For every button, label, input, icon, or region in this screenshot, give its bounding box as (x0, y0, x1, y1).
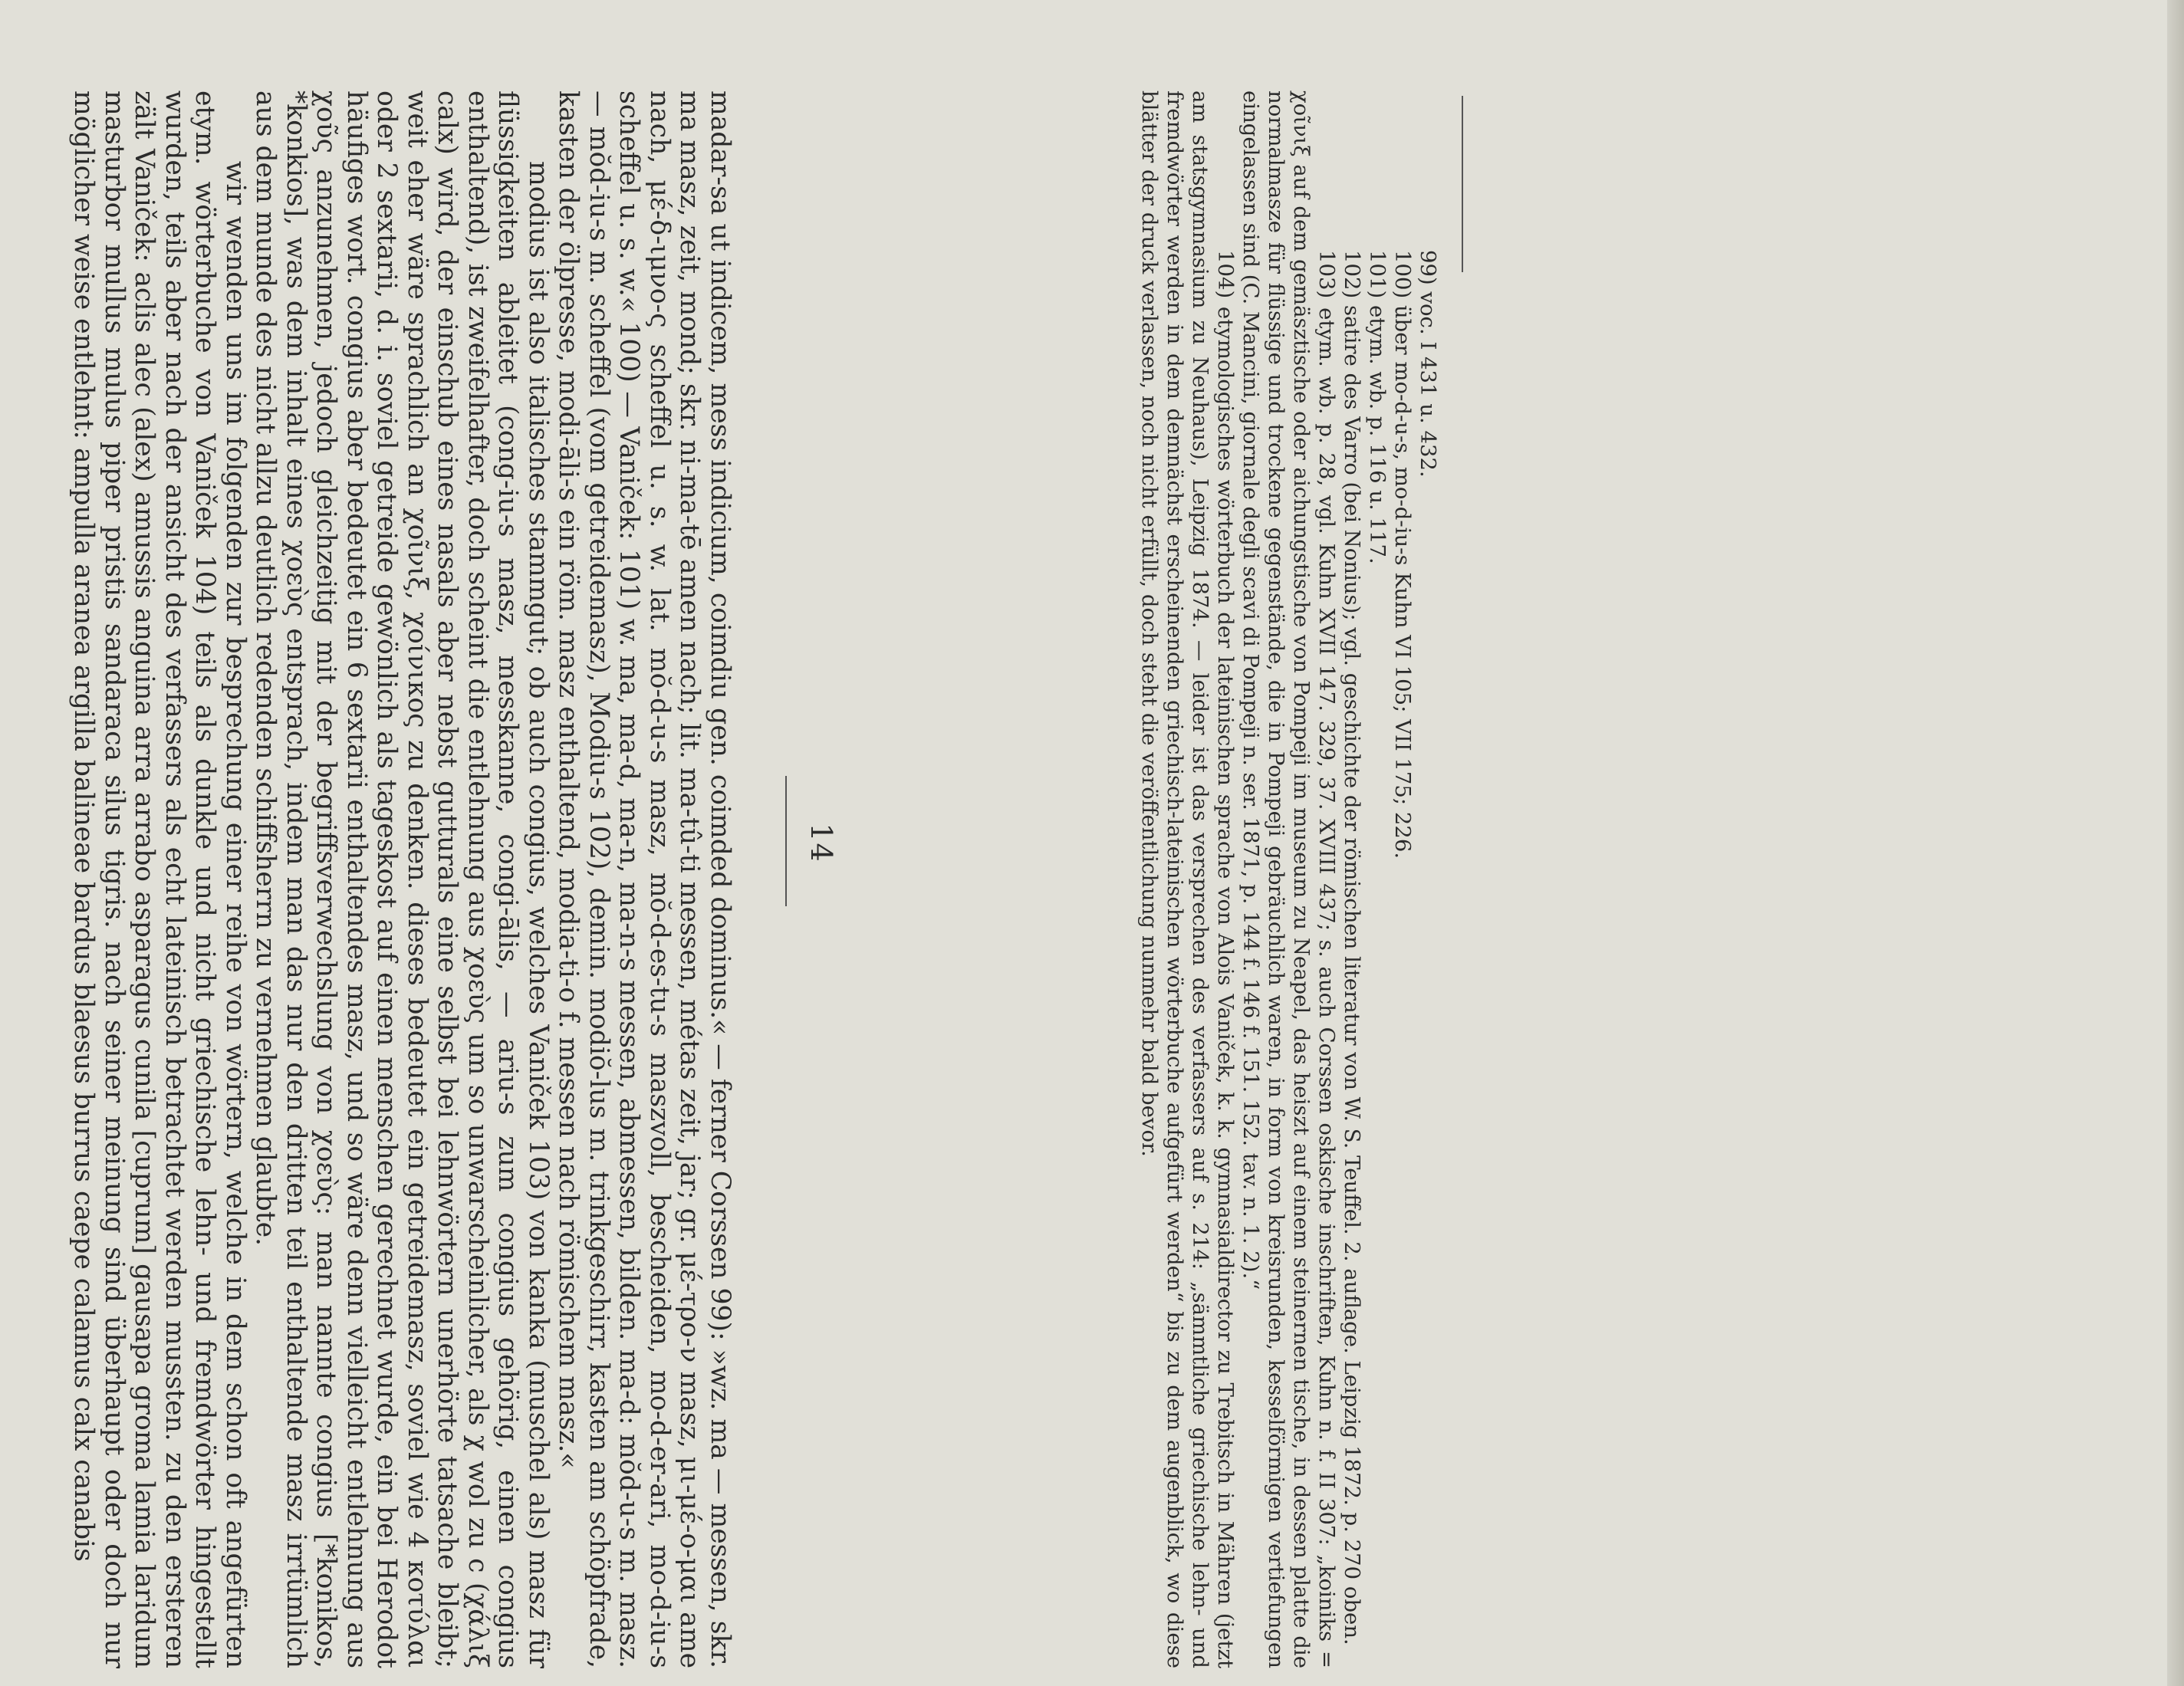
paragraph-1: madar-sa ut indicem, mess indicium, coimdiu gen. coimded dominus.« — ferner Corssen 99): »wz. ma — messen, skr. ma masz, zeit, mond; skr. ni-ma-tē amen nach; lit. ma-tû-ti messen, métas zeit, jar; gr. μέ-τρο-ν masz, μι-μέ-ο-μαι ame nach, μέ-δ-ιμνο-ς scheffel u. s. w. lat. mŏ-d-u-s masz, mŏ-d-es-tu-s maszvoll, bescheiden, mo-d-er-ari, mo-d-iu-s scheffel u. s. w.« 100) — Vaniček: 101) w. ma, ma-d, ma-n, ma-n-s messen, abmessen, bilden. ma-d: mŏd-u-s m. masz. — mŏd-iu-s m. scheffel (vom getreidemasz), Modiu-s 102), demin. modiŏ-lus m. trinkgeschirr, kasten am schöpfrade, kasten der ölpresse, modi-āli-s ein röm. masz enthaltend, modia-ti-o f. messen nach römischem masz.« (553, 90, 735, 1668)
header-rule (785, 776, 787, 906)
footnotes (1136, 90, 1440, 1668)
footnote-103: 103) etym. wb. p. 28, vgl. Kuhn XVII 147. 329, 37. XVIII 437; s. auch Corssen oskische inschriften, Kuhn n. f. II 307: „koiniks = χοῖνιξ auf dem gemäsztische oder aichungstische von Pompeji im museum zu Neapel, das heiszt auf einem steinernen tische, in dessen platte die normalmasze für flüssige und trockene gegenstände, die in Pompeji gebräuchlich waren, in form von kreisrunden, kesselförmigen vertiefungen eingelassen sind (C. Mancini, giornale degli scavi di Pompeji n. ser. 1871, p. 144 f. 146 f. 151. 152. tav. n. 1. 2).“ (1238, 90, 1339, 1668)
main-text (68, 90, 735, 1668)
footnote-104: 104) etymologisches wörterbuch der lateinischen sprache von Alois Vaniček, k. k. gymnasialdirector zu Trebitsch in Mähren (jetzt am statsgymnasium zu Neuhaus), Leipzig 1874. — leider ist das versprechen des verfassers auf s. 214: „sämmtliche griechische lehn- und fremdwörter werden in dem demnächst erscheinenden griechisch-lateinischen wörterbuche aufgefürt werden“ bis zu dem augenblick, wo diese blätter der druck verlassen, noch nicht erfüllt, doch steht die veröffentlichung nunmehr bald bevor. (1137, 90, 1238, 1668)
footnote-102: 102) satire des Varro (bei Nonius); vgl. geschichte der römischen literatur von W. S. Teuffel. 2. auflage. Leipzig 1872. p. 270 oben. (1340, 250, 1364, 1645)
footnote-rule (1462, 96, 1463, 272)
footnote-101: 101) etym. wb. p. 116 u. 117. (1365, 250, 1390, 564)
paragraph-2: modius ist also italisches stammgut; ob auch congius, welches Vaniček 103) von kanka (muschel als) masz für flüssigkeiten ableitet (cong-iu-s masz, messkanne, congi-ālis, — ariu-s zum congius gehörig, einen congius enthaltend), ist zweifelhafter, doch scheint die entlehnung aus χοεὺς um so unwarscheinlicher, als χ wol zu c (χάλιξ calx) wird, der einschub eines nasals aber nebst gutturals eine selbst bei lehnwörtern unerhörte tatsache bleibt; weit eher wäre sprachlich an χοῖνιξ, χοίνικος zu denken. dieses bedeutet ein getreidemasz, soviel wie 4 κοτύλαι oder 2 sextarii, d. i. soviel getreide gewönlich als tageskost auf einen menschen gerechnet wurde, ein bei Herodot häufiges wort. congius aber bedeutet ein 6 sextarii enthaltendes masz, und so wäre denn vielleicht entlehnung aus χοῦς anzunehmen, jedoch gleichzeitig mit der begriffsverwechslung von χοεὺς: man nannte congius [*konikos, *konkios], was dem inhalt eines χοεὺς entsprach, indem man das nur den dritten teil enthaltende masz irrtümlich aus dem munde des nicht allzu deutlich redenden schiffsherrn zu vernehmen glaubte. (250, 90, 554, 1668)
footnote-100: 100) über mo-d-u-s, mo-d-iu-s Kuhn VI 105; VII 175; 226. (1390, 250, 1415, 859)
paragraph-3: wir wenden uns im folgenden zur besprechung einer reihe von wörtern, welche in dem schon oft angefürten etym. wörterbuche von Vaniček 104) teils als dunkle und nicht griechische lehn- und fremdwörter hingestellt wurden, teils aber nach der ansicht des verfassers als echt lateinisch betrachtet werden mussten. zu den ersteren zält Vaniček: aclis alec (alex) amussis anguina arra arrabo asparagus cunila [cuprum] gausapa groma lamia laridum masturbor mullus mulus piper pristis sandaraca silus tigris. nach seiner meinung sind überhaupt oder doch nur möglicher weise entlehnt: ampulla aranea argilla balineae bardus blaesus burrus caepe calamus calx canabis (68, 90, 251, 1668)
footnote-99: 99) voc. I 431 u. 432. (1416, 250, 1440, 478)
page-number: 14 (804, 823, 838, 863)
